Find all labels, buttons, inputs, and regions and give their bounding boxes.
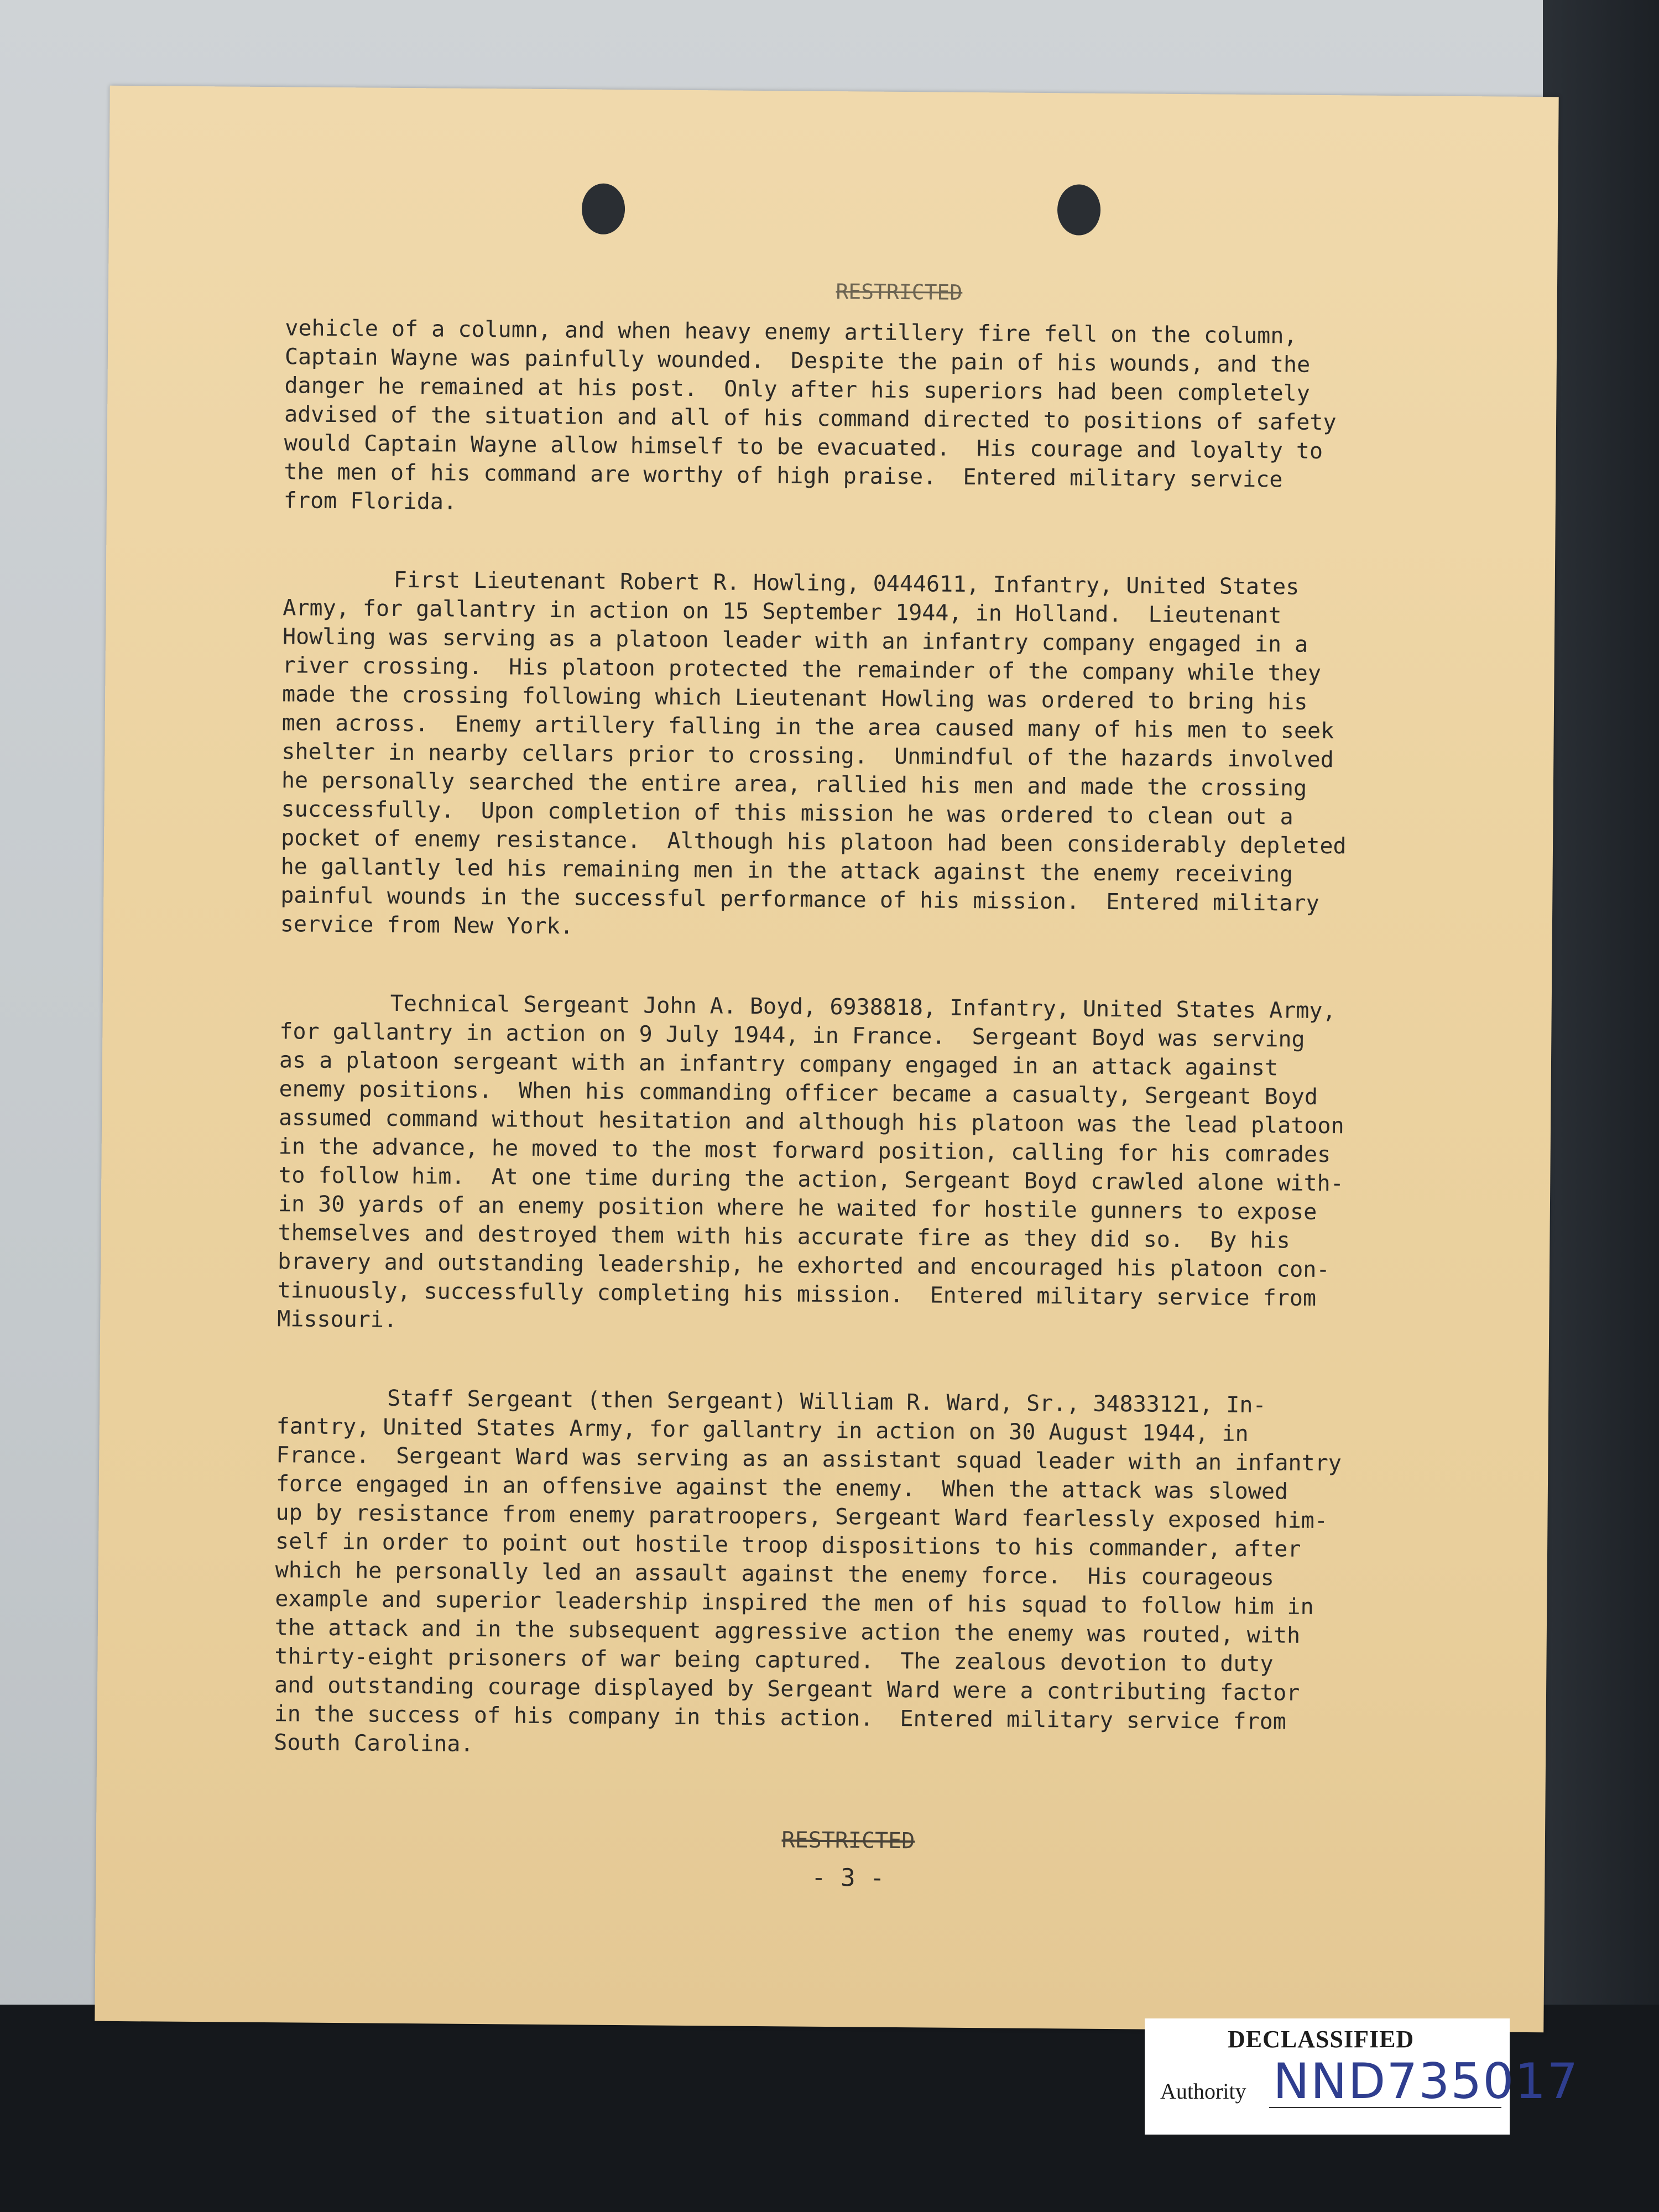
text-line: successfully. Upon completion of this mission he was ordered to clean out a xyxy=(281,796,1293,830)
stamp-title: DECLASSIFIED xyxy=(1228,2026,1415,2053)
paragraph-boyd xyxy=(277,988,1485,1343)
background-dark-right xyxy=(1543,0,1659,2212)
stamp-signature-line xyxy=(1269,2107,1501,2108)
page-number: - 3 - xyxy=(811,1863,885,1892)
text-line: and outstanding courage displayed by Sergeant Ward were a contributing factor xyxy=(274,1672,1300,1706)
document-page xyxy=(95,86,1558,2032)
text-line: enemy positions. When his commanding officer became a casualty, Sergeant Boyd xyxy=(279,1076,1318,1110)
text-line: from Florida. xyxy=(283,488,457,515)
document-body xyxy=(273,314,1490,1816)
text-line: Missouri. xyxy=(277,1306,398,1333)
text-line: he personally searched the entire area, rallied his men and made the crossing xyxy=(281,768,1307,801)
text-line: men across. Enemy artillery falling in the area caused many of his men to seek xyxy=(281,710,1334,744)
text-line: South Carolina. xyxy=(274,1730,474,1757)
text-line: in the advance, he moved to the most forward position, calling for his comrades xyxy=(278,1134,1331,1168)
text-line: Technical Sergeant John A. Boyd, 6938818, Infantry, United States Army, xyxy=(390,990,1336,1024)
text-line: which he personally led an assault against the enemy force. His courageous xyxy=(275,1557,1274,1591)
text-line: bravery and outstanding leadership, he exhorted and encouraged his platoon con- xyxy=(277,1249,1330,1283)
paragraph-wayne xyxy=(284,314,1491,524)
text-line: assumed command without hesitation and although his platoon was the lead platoon xyxy=(278,1105,1344,1139)
text-line: danger he remained at his post. Only after his superiors had been completely xyxy=(284,373,1310,406)
punch-hole-left xyxy=(582,183,625,234)
punch-hole-right xyxy=(1057,184,1101,236)
text-line: would Captain Wayne allow himself to be evacuated. His courage and loyalty to xyxy=(284,430,1323,465)
footer-restricted-mark: RESTRICTED xyxy=(781,1827,915,1854)
text-line: to follow him. At one time during the action, Sergeant Boyd crawled alone with- xyxy=(278,1162,1344,1197)
text-line: Captain Wayne was painfully wounded. Despite the pain of his wounds, and the xyxy=(284,344,1311,378)
text-line: the men of his command are worthy of high praise. Entered military service xyxy=(284,459,1283,493)
text-line: themselves and destroyed them with his accurate fire as they did so. By his xyxy=(278,1220,1290,1254)
text-line: vehicle of a column, and when heavy enemy artillery fire fell on the column, xyxy=(285,315,1297,349)
text-line: example and superior leadership inspired the men of his squad to follow him in xyxy=(275,1586,1314,1620)
text-line: painful wounds in the successful performance of his mission. Entered military xyxy=(280,883,1319,916)
text-line: river crossing. His platoon protected the remainder of the company while they xyxy=(282,653,1322,686)
text-line: force engaged in an offensive against the enemy. When the attack was slowed xyxy=(275,1471,1288,1505)
text-line: in the success of his company in this action. Entered military service from xyxy=(274,1701,1287,1735)
text-line: in 30 yards of an enemy position where he waited for hostile gunners to expose xyxy=(278,1191,1317,1225)
text-line: tinuously, successfully completing his mission. Entered military service from xyxy=(277,1277,1317,1311)
stamp-authority-number: NND735017 xyxy=(1273,2053,1579,2110)
text-line: up by resistance from enemy paratroopers, Sergeant Ward fearlessly exposed him- xyxy=(275,1500,1328,1534)
text-line: service from New York. xyxy=(280,911,573,940)
text-line: France. Sergeant Ward was serving as an assistant squad leader with an infantry xyxy=(276,1442,1342,1477)
header-restricted-mark: RESTRICTED xyxy=(836,279,963,305)
text-line: First Lieutenant Robert R. Howling, 0444611, Infantry, United States xyxy=(393,567,1300,600)
declassified-stamp xyxy=(1145,2018,1579,2135)
text-line: Staff Sergeant (then Sergeant) William R. Ward, Sr., 34833121, In- xyxy=(387,1385,1266,1418)
text-line: pocket of enemy resistance. Although his platoon had been considerably depleted xyxy=(280,825,1347,859)
text-line: thirty-eight prisoners of war being captured. The zealous devotion to duty xyxy=(274,1644,1274,1677)
text-line: he gallantly led his remaining men in the attack against the enemy receiving xyxy=(280,854,1293,888)
text-line: made the crossing following which Lieutenant Howling was ordered to bring his xyxy=(281,681,1308,715)
text-line: advised of the situation and all of his command directed to positions of safety xyxy=(284,401,1337,436)
paragraph-ward xyxy=(274,1383,1482,1766)
paragraph-howling xyxy=(280,565,1489,948)
stamp-authority-label: Authority xyxy=(1160,2079,1246,2104)
text-line: as a platoon sergeant with an infantry company engaged in an attack against xyxy=(279,1047,1279,1081)
text-line: the attack and in the subsequent aggressive action the enemy was routed, with xyxy=(274,1615,1301,1648)
text-line: fantry, United States Army, for gallantry in action on 30 August 1944, in xyxy=(276,1413,1249,1447)
text-line: self in order to point out hostile troop dispositions to his commander, after xyxy=(275,1528,1301,1562)
text-line: shelter in nearby cellars prior to crossing. Unmindful of the hazards involved xyxy=(281,739,1334,773)
text-line: for gallantry in action on 9 July 1944, in France. Sergeant Boyd was serving xyxy=(279,1019,1305,1052)
text-line: Howling was serving as a platoon leader with an infantry company engaged in a xyxy=(282,624,1308,658)
text-line: Army, for gallantry in action on 15 September 1944, in Holland. Lieutenant xyxy=(283,595,1282,629)
